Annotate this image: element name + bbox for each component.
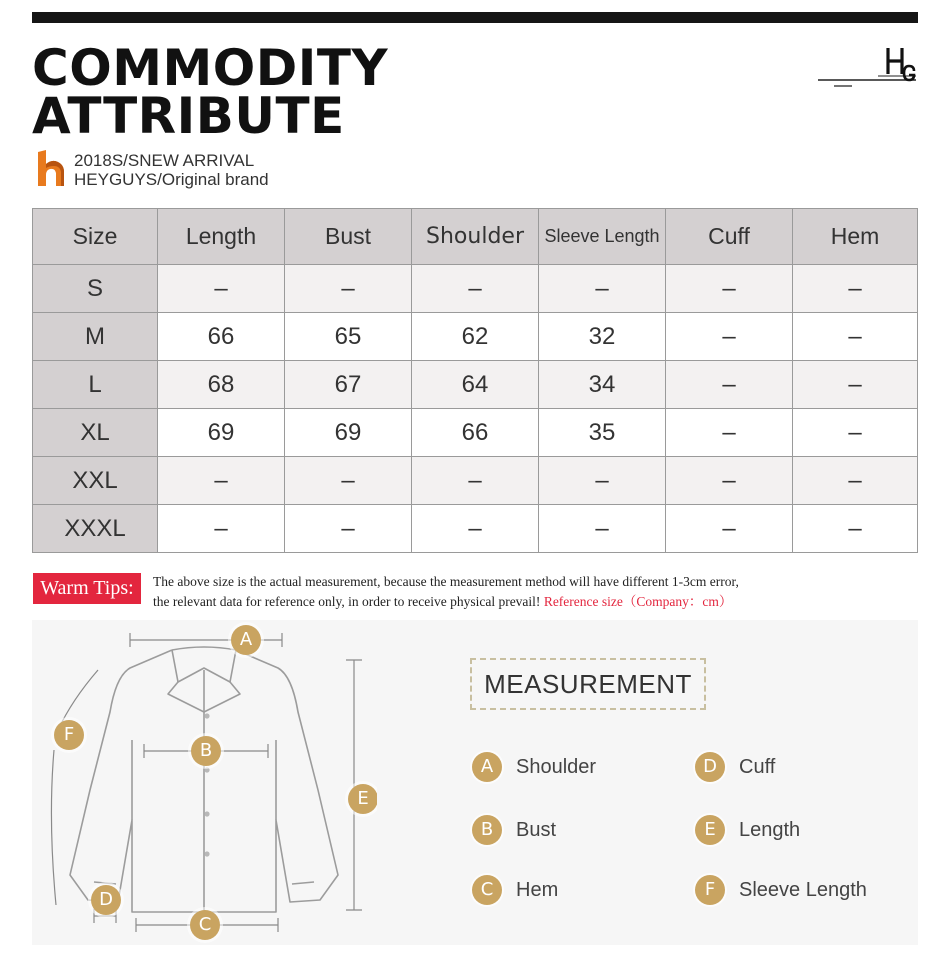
brand-subtitle bbox=[74, 151, 269, 189]
marker-e: E bbox=[348, 784, 378, 814]
table-cell: 66 bbox=[412, 409, 539, 457]
table-cell: – bbox=[158, 505, 285, 553]
shirt-outline-icon bbox=[32, 620, 377, 945]
table-cell: 69 bbox=[158, 409, 285, 457]
table-cell: – bbox=[793, 457, 918, 505]
table-cell: 68 bbox=[158, 361, 285, 409]
table-cell: – bbox=[793, 361, 918, 409]
column-header: Length bbox=[158, 209, 285, 265]
legend-label: Hem bbox=[516, 879, 559, 901]
tips-line-2-text: the relevant data for reference only, in order to receive physical prevail! bbox=[153, 594, 541, 609]
size-cell: XXL bbox=[33, 457, 158, 505]
marker-f: F bbox=[54, 720, 84, 750]
warm-tips-badge: Warm Tips: bbox=[33, 573, 141, 604]
table-cell: – bbox=[539, 457, 666, 505]
table-cell: – bbox=[666, 409, 793, 457]
marker-a: A bbox=[231, 625, 261, 655]
table-cell: – bbox=[412, 265, 539, 313]
table-cell: – bbox=[793, 505, 918, 553]
table-cell: – bbox=[412, 457, 539, 505]
table-cell: 35 bbox=[539, 409, 666, 457]
tips-line-2 bbox=[153, 592, 739, 612]
legend-marker: D bbox=[695, 752, 725, 782]
table-cell: – bbox=[412, 505, 539, 553]
table-cell: – bbox=[158, 457, 285, 505]
table-cell: 69 bbox=[285, 409, 412, 457]
column-header: Sleeve Length bbox=[539, 209, 666, 265]
title-line-2: ATTRIBUTE bbox=[32, 87, 345, 145]
legend-label: Shoulder bbox=[516, 756, 597, 778]
table-row bbox=[33, 457, 918, 505]
table-cell: 65 bbox=[285, 313, 412, 361]
size-cell: XL bbox=[33, 409, 158, 457]
table-cell: 62 bbox=[412, 313, 539, 361]
legend-label: Bust bbox=[516, 819, 557, 841]
table-cell: 67 bbox=[285, 361, 412, 409]
page-title bbox=[32, 39, 389, 145]
size-table bbox=[32, 208, 918, 553]
brand-h-icon bbox=[34, 148, 68, 188]
table-cell: 32 bbox=[539, 313, 666, 361]
table-cell: – bbox=[285, 457, 412, 505]
column-header: Hem bbox=[793, 209, 918, 265]
table-header-row bbox=[33, 209, 918, 265]
table-cell: – bbox=[666, 265, 793, 313]
table-cell: – bbox=[666, 457, 793, 505]
table-cell: – bbox=[285, 265, 412, 313]
legend-marker: C bbox=[472, 875, 502, 905]
legend-marker: A bbox=[472, 752, 502, 782]
table-row bbox=[33, 505, 918, 553]
hg-logo-icon bbox=[818, 44, 920, 90]
table-cell: – bbox=[666, 505, 793, 553]
table-cell: – bbox=[793, 409, 918, 457]
size-cell: S bbox=[33, 265, 158, 313]
size-cell: L bbox=[33, 361, 158, 409]
table-cell: – bbox=[158, 265, 285, 313]
marker-b: B bbox=[191, 736, 221, 766]
table-cell: – bbox=[539, 265, 666, 313]
table-row bbox=[33, 409, 918, 457]
table-cell: – bbox=[666, 313, 793, 361]
legend-marker: F bbox=[695, 875, 725, 905]
marker-d: D bbox=[91, 885, 121, 915]
subtitle-line-1: 2018S/SNEW ARRIVAL bbox=[74, 151, 255, 170]
table-cell: 64 bbox=[412, 361, 539, 409]
column-header: Shoulder bbox=[412, 209, 539, 265]
column-header: Cuff bbox=[666, 209, 793, 265]
table-cell: 34 bbox=[539, 361, 666, 409]
shirt-diagram bbox=[32, 620, 377, 945]
table-cell: – bbox=[793, 265, 918, 313]
legend-label: Cuff bbox=[739, 756, 776, 778]
column-header: Size bbox=[33, 209, 158, 265]
table-cell: – bbox=[666, 361, 793, 409]
table-cell: 66 bbox=[158, 313, 285, 361]
warm-tips-text bbox=[153, 572, 739, 612]
size-cell: M bbox=[33, 313, 158, 361]
table-row bbox=[33, 361, 918, 409]
measurement-title: MEASUREMENT bbox=[470, 658, 706, 710]
subtitle-line-2: HEYGUYS/Original brand bbox=[74, 170, 269, 189]
tips-line-1: The above size is the actual measurement, because the measurement method will have different 1-3cm error, bbox=[153, 574, 739, 589]
table-row bbox=[33, 313, 918, 361]
legend-marker: E bbox=[695, 815, 725, 845]
title-line-1: COMMODITY bbox=[32, 39, 389, 97]
table-cell: – bbox=[793, 313, 918, 361]
table-row bbox=[33, 265, 918, 313]
legend-label: Sleeve Length bbox=[739, 879, 867, 901]
top-bar bbox=[32, 12, 918, 23]
table-cell: – bbox=[539, 505, 666, 553]
column-header: Bust bbox=[285, 209, 412, 265]
reference-size-note: Reference size（Company：cm） bbox=[543, 594, 733, 609]
marker-c: C bbox=[190, 910, 220, 940]
size-cell: XXXL bbox=[33, 505, 158, 553]
table-cell: – bbox=[285, 505, 412, 553]
measurement-legend bbox=[377, 620, 918, 945]
legend-marker: B bbox=[472, 815, 502, 845]
legend-label: Length bbox=[739, 819, 801, 841]
